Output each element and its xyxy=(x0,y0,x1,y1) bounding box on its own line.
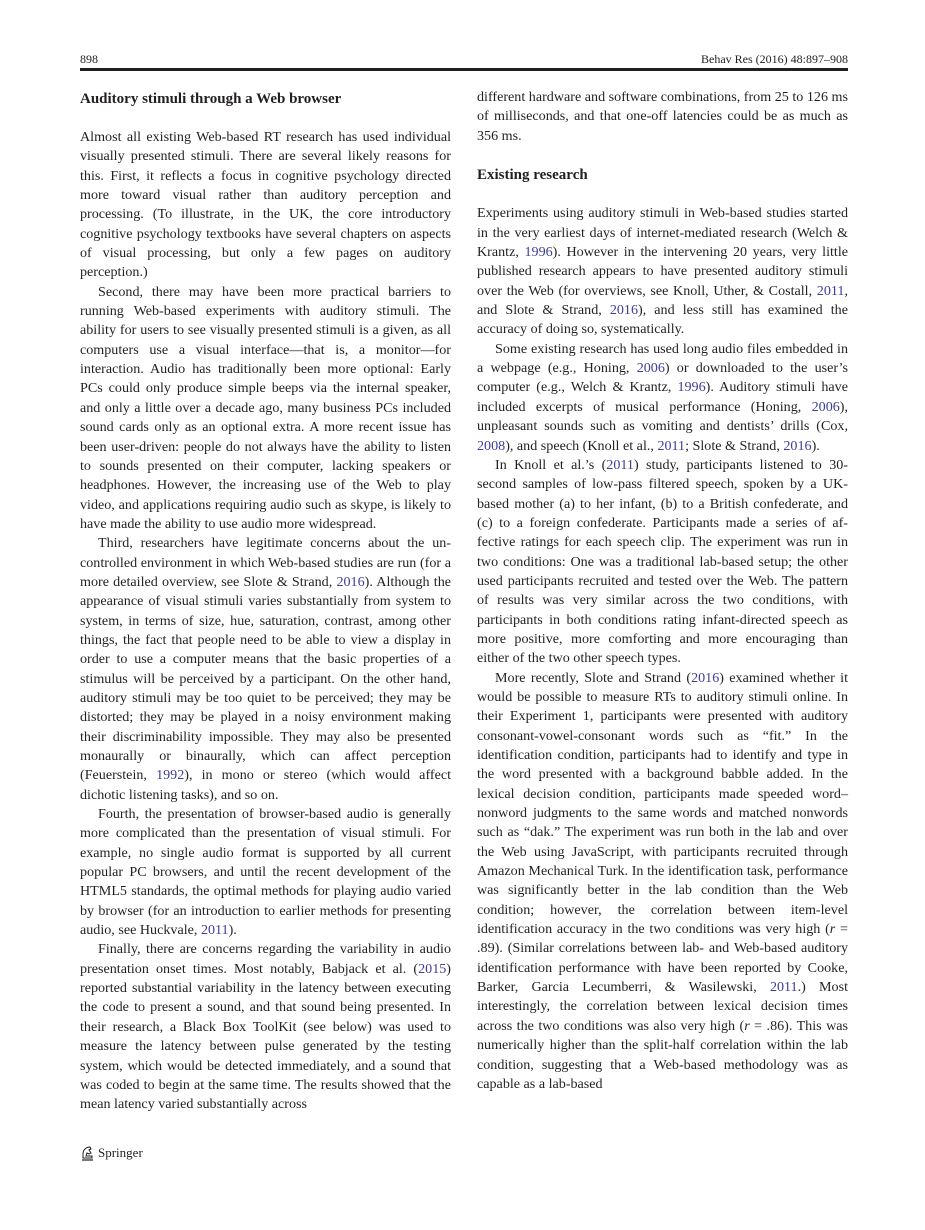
body-paragraph: Some existing research has used long audio files embedded in a webpage (e.g., Honing, 2006) or downloaded to the user’s computer (e.g., Welch & Krantz, 1996). Auditory stimuli have included excerpts of musical performance (Honing, 2006), unpleasant sounds such as vomiting and dentists’ drills (Cox, 2008), and speech (Knoll et al., 2011; Slote & Strand, 2016). xyxy=(477,340,848,454)
citation-link[interactable]: 2011 xyxy=(769,979,798,996)
citation-link[interactable]: 2016 xyxy=(609,302,639,319)
citation-link[interactable]: 2011 xyxy=(657,437,686,454)
citation-link[interactable]: 2006 xyxy=(811,398,840,415)
citation-link[interactable]: 2015 xyxy=(418,960,447,977)
page-number: 898 xyxy=(80,52,98,66)
section-heading-existing-research: Existing research xyxy=(477,167,588,184)
body-paragraph: Experiments using auditory stimuli in Web-based studies started in the very earliest days of internet-mediated research (Welch & Krantz, 1996). However in the intervening 20 years, very little published research appears to have presented auditory stimuli over the Web (for overviews, see Knoll, Uther, & Costall, 2011, and Slote & Strand, 2016), and less still has examined the accuracy of doing so, systematically. xyxy=(477,205,848,338)
continued-paragraph: different hardware and software combinations, from 25 to 126 ms of milliseconds, and that one-off latencies could be as much as 356 ms. xyxy=(477,89,848,144)
left-paragraphs xyxy=(80,128,451,1115)
right-column xyxy=(477,88,848,1094)
citation-link[interactable]: 1992 xyxy=(156,767,185,784)
journal-reference: Behav Res (2016) 48:897–908 xyxy=(701,52,848,66)
body-paragraph: Fourth, the presentation of browser-based audio is generally more complicated than the presentation of visual stimuli. For example, no single audio format is supported by all current popular PC browsers, and until the recent development of the HTML5 standards, the optimal methods for playing audio varied by browser (for an introduction to earlier methods for presenting audio, see Huckvale, 2011). xyxy=(80,806,451,939)
citation-link[interactable]: 2011 xyxy=(606,456,634,473)
body-paragraph: In Knoll et al.’s (2011) study, participants listened to 30-second samples of low-pass filtered speech, spoken by a UK-based mother (a) to her infant, (b) to a British confederate, and (c) to a foreign confederate. Participants made a series of affective ratings for each speech clip. The experiment was run in two conditions: One was a traditional lab-based setup; the other used participants recruited and tested over the Web. The pattern of results was very similar across the two conditions, with participants in both conditions rating infant-directed speech as more positive, more comforting and more encouraging than either of the two other speech types. xyxy=(477,456,848,667)
right-paragraphs xyxy=(477,204,848,1094)
citation-link[interactable]: 2011 xyxy=(816,282,845,299)
section-heading-auditory-stimuli: Auditory stimuli through a Web browser xyxy=(80,91,342,107)
citation-link[interactable]: 1996 xyxy=(524,244,553,261)
body-paragraph: Third, researchers have legitimate concerns about the uncontrolled environment in which Web-based studies are run (for a more detailed overview, see Slote & Strand, 2016). Although the appearance of visual stimuli varies substantially from system to system, in terms of size, hue, saturation, contrast, among other things, the fact that people need to be able to view a display in order to use a computer means that the basic properties of a stimulus will be perceived by a participant. On the other hand, auditory stimuli may be too quiet to be perceived; they may be distorted; they may be played in a noisy environment making their discriminability impossible. They may also be presented monaurally or binaurally, which can affect perception (Feuerstein, 1992), in mono or stereo (which would affect dichotic listening tasks), and so on. xyxy=(80,535,451,803)
citation-link[interactable]: 2016 xyxy=(336,573,365,590)
italic-symbol: r xyxy=(829,921,836,938)
body-paragraph: Second, there may have been more practical barriers to running Web-based experiments with auditory stimuli. The ability for users to see visually presented stimuli is a given, as all computers use a visual interface—that is, a monitor—for interaction. Audio has traditionally been more optional: Early PCs could only produce simple beeps via the internal speaker, and only a little over a decade ago, many business PCs included sound cards only as an optional extra. A more recent issue has been user-driven: people do not always have the ability to listen to sounds presented on their computer, lacking speakers or headphones. However, the increasing use of the Web to play video, and applications requiring audio such as skype, is likely to have made the ability to use audio more widespread. xyxy=(80,283,451,532)
body-paragraph: More recently, Slote and Strand (2016) examined whether it would be possible to measure RTs to auditory stimuli online. In their Experiment 1, participants were presented with auditory consonant-vowel-consonant words such as “fit.” In the identification condition, participants had to identify and type in the word presented with a background babble added. In the lexical decision condition, participants made speeded word–nonword judgments to the same words and matched nonwords such as “dak.” The experiment was run both in the lab and over the Web using JavaScript, with participants recruited through Amazon Mechanical Turk. In the identification task, performance was significantly better in the lab condition than the Web condition; however, the correlation between item-level identification accuracy in the two conditions was very high (r = .89). (Similar correlations between lab- and Web-based auditory identification performance with have been reported by Cooke, Barker, Garcia Lecumberri, & Wasilewski, 2011.) Most interestingly, the correlation between lexical decision times across the two conditions was also very high (r = .86). This was numerically higher than the split-half correlation within the lab condition, suggesting that a Web-based methodology was as capable as a lab-based xyxy=(477,669,848,1092)
publisher-name: Springer xyxy=(98,1145,143,1160)
body-paragraph: Almost all existing Web-based RT research has used individual visually presented stimuli. There are several likely reasons for this. First, it reflects a focus in cognitive psychology directed more toward visual rather than auditory perception and processing. (To illustrate, in the UK, the core introductory cognitive psychology textbooks have several chapters on aspects of visual processing, but only a few pages on auditory perception.) xyxy=(80,129,451,281)
running-head xyxy=(80,50,848,68)
publisher-footer xyxy=(80,1144,143,1162)
citation-link[interactable]: 2011 xyxy=(200,922,229,939)
citation-link[interactable]: 2008 xyxy=(477,437,506,454)
citation-link[interactable]: 2006 xyxy=(636,360,665,377)
citation-link[interactable]: 2016 xyxy=(691,669,720,686)
left-column xyxy=(80,88,451,1115)
citation-link[interactable]: 1996 xyxy=(677,379,706,396)
italic-symbol: r xyxy=(744,1017,750,1034)
header-rule xyxy=(80,68,848,71)
citation-link[interactable]: 2016 xyxy=(783,437,812,454)
springer-horse-logo-icon xyxy=(80,1145,95,1161)
body-paragraph: Finally, there are concerns regarding the variability in audio presentation onset times. Most notably, Babjack et al. (2015) reported substantial variability in the latency between executing the code to present a sound, and that sound being presented. In their research, a Black Box ToolKit (see below) was used to measure the latency between pulse generated by the testing system, which would be detected immediately, and a sound that was coded to begin at the same time. The results showed that the mean latency varied substantially across xyxy=(80,941,451,1113)
